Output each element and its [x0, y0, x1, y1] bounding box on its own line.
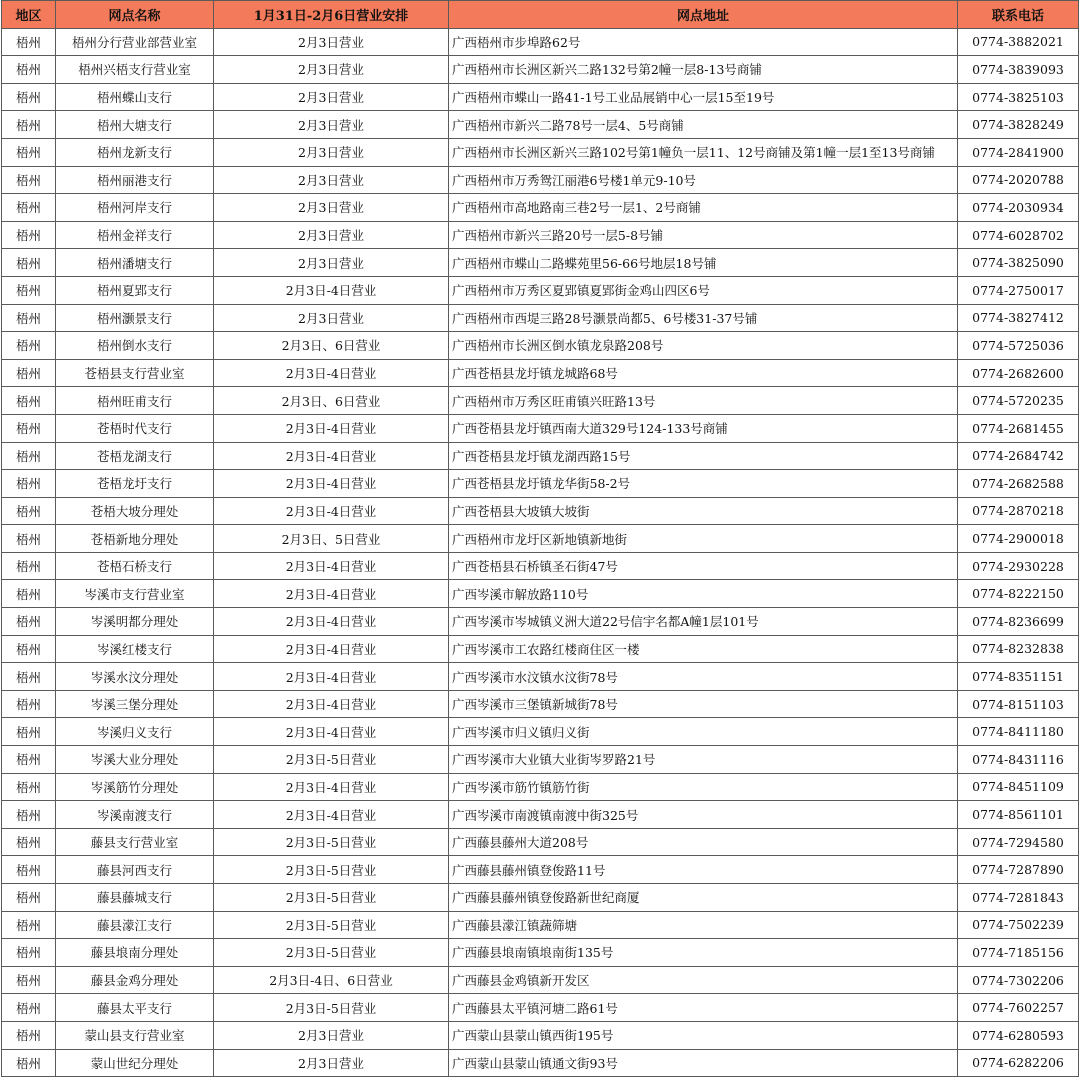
- region-cell: 梧州: [2, 83, 56, 111]
- schedule-cell: 2月3日-4日营业: [214, 801, 449, 829]
- region-cell: 梧州: [2, 690, 56, 718]
- region-cell: 梧州: [2, 332, 56, 360]
- branch-name-cell: 藤县金鸡分理处: [56, 966, 214, 994]
- table-row: [2, 746, 1079, 774]
- branch-name-cell: 梧州倒水支行: [56, 332, 214, 360]
- phone-cell: 0774-2684742: [958, 442, 1079, 470]
- region-cell: 梧州: [2, 663, 56, 691]
- region-cell: 梧州: [2, 414, 56, 442]
- table-row: [2, 111, 1079, 139]
- region-cell: 梧州: [2, 856, 56, 884]
- address-cell: 广西岑溪市归义镇归义街: [449, 718, 958, 746]
- schedule-cell: 2月3日-4日营业: [214, 552, 449, 580]
- phone-cell: 0774-2900018: [958, 525, 1079, 553]
- schedule-cell: 2月3日营业: [214, 1021, 449, 1049]
- phone-cell: 0774-5720235: [958, 387, 1079, 415]
- address-cell: 广西苍梧县龙圩镇龙华街58-2号: [449, 470, 958, 498]
- phone-cell: 0774-7502239: [958, 911, 1079, 939]
- phone-cell: 0774-8151103: [958, 690, 1079, 718]
- address-cell: 广西藤县藤州大道208号: [449, 828, 958, 856]
- phone-cell: 0774-7281843: [958, 884, 1079, 912]
- region-cell: 梧州: [2, 138, 56, 166]
- address-cell: 广西苍梧县龙圩镇西南大道329号124-133号商铺: [449, 414, 958, 442]
- table-row: [2, 470, 1079, 498]
- schedule-cell: 2月3日营业: [214, 56, 449, 84]
- phone-cell: 0774-2682588: [958, 470, 1079, 498]
- region-cell: 梧州: [2, 249, 56, 277]
- header-address: 网点地址: [449, 1, 958, 29]
- address-cell: 广西藤县太平镇河塘二路61号: [449, 994, 958, 1022]
- phone-cell: 0774-2870218: [958, 497, 1079, 525]
- phone-cell: 0774-2020788: [958, 166, 1079, 194]
- branch-name-cell: 藤县藤城支行: [56, 884, 214, 912]
- branch-name-cell: 苍梧龙圩支行: [56, 470, 214, 498]
- address-cell: 广西岑溪市三堡镇新城街78号: [449, 690, 958, 718]
- branch-schedule-table: [1, 0, 1079, 1077]
- table-row: [2, 690, 1079, 718]
- branch-name-cell: 藤县支行营业室: [56, 828, 214, 856]
- region-cell: 梧州: [2, 166, 56, 194]
- region-cell: 梧州: [2, 580, 56, 608]
- branch-name-cell: 梧州兴梧支行营业室: [56, 56, 214, 84]
- branch-name-cell: 苍梧龙湖支行: [56, 442, 214, 470]
- table-row: [2, 939, 1079, 967]
- region-cell: 梧州: [2, 276, 56, 304]
- address-cell: 广西藤县埌南镇埌南街135号: [449, 939, 958, 967]
- schedule-cell: 2月3日、6日营业: [214, 332, 449, 360]
- region-cell: 梧州: [2, 28, 56, 56]
- schedule-cell: 2月3日-4日营业: [214, 276, 449, 304]
- table-row: [2, 497, 1079, 525]
- phone-cell: 0774-3827412: [958, 304, 1079, 332]
- schedule-cell: 2月3日营业: [214, 83, 449, 111]
- schedule-cell: 2月3日-4日营业: [214, 442, 449, 470]
- phone-cell: 0774-7294580: [958, 828, 1079, 856]
- schedule-cell: 2月3日营业: [214, 194, 449, 222]
- region-cell: 梧州: [2, 718, 56, 746]
- phone-cell: 0774-2681455: [958, 414, 1079, 442]
- branch-name-cell: 苍梧石桥支行: [56, 552, 214, 580]
- address-cell: 广西梧州市西堤三路28号灏景尚都5、6号楼31-37号铺: [449, 304, 958, 332]
- branch-name-cell: 梧州夏郢支行: [56, 276, 214, 304]
- branch-name-cell: 藤县太平支行: [56, 994, 214, 1022]
- phone-cell: 0774-2750017: [958, 276, 1079, 304]
- address-cell: 广西梧州市步埠路62号: [449, 28, 958, 56]
- table-row: [2, 442, 1079, 470]
- address-cell: 广西岑溪市南渡镇南渡中街325号: [449, 801, 958, 829]
- region-cell: 梧州: [2, 442, 56, 470]
- branch-name-cell: 梧州河岸支行: [56, 194, 214, 222]
- schedule-cell: 2月3日-4日营业: [214, 773, 449, 801]
- branch-name-cell: 岑溪南渡支行: [56, 801, 214, 829]
- branch-name-cell: 苍梧新地分理处: [56, 525, 214, 553]
- branch-name-cell: 蒙山县支行营业室: [56, 1021, 214, 1049]
- phone-cell: 0774-6028702: [958, 221, 1079, 249]
- address-cell: 广西藤县金鸡镇新开发区: [449, 966, 958, 994]
- phone-cell: 0774-6280593: [958, 1021, 1079, 1049]
- branch-name-cell: 岑溪明都分理处: [56, 608, 214, 636]
- region-cell: 梧州: [2, 221, 56, 249]
- schedule-cell: 2月3日营业: [214, 1049, 449, 1077]
- table-row: [2, 138, 1079, 166]
- address-cell: 广西藤县藤州镇登俊路11号: [449, 856, 958, 884]
- phone-cell: 0774-7185156: [958, 939, 1079, 967]
- phone-cell: 0774-7287890: [958, 856, 1079, 884]
- region-cell: 梧州: [2, 994, 56, 1022]
- phone-cell: 0774-2682600: [958, 359, 1079, 387]
- region-cell: 梧州: [2, 966, 56, 994]
- branch-name-cell: 梧州大塘支行: [56, 111, 214, 139]
- address-cell: 广西梧州市长洲区倒水镇龙泉路208号: [449, 332, 958, 360]
- table-row: [2, 911, 1079, 939]
- table-row: [2, 635, 1079, 663]
- address-cell: 广西藤县濛江镇蔬筛塘: [449, 911, 958, 939]
- address-cell: 广西梧州市长洲区新兴三路102号第1幢负一层11、12号商铺及第1幢一层1至13号商铺: [449, 138, 958, 166]
- schedule-cell: 2月3日-5日营业: [214, 828, 449, 856]
- table-row: [2, 359, 1079, 387]
- branch-name-cell: 苍梧时代支行: [56, 414, 214, 442]
- schedule-cell: 2月3日-4日营业: [214, 718, 449, 746]
- phone-cell: 0774-8236699: [958, 608, 1079, 636]
- header-row: [2, 1, 1079, 29]
- schedule-cell: 2月3日-5日营业: [214, 856, 449, 884]
- table-row: [2, 663, 1079, 691]
- schedule-cell: 2月3日、5日营业: [214, 525, 449, 553]
- branch-name-cell: 岑溪市支行营业室: [56, 580, 214, 608]
- branch-name-cell: 苍梧县支行营业室: [56, 359, 214, 387]
- branch-name-cell: 岑溪水汶分理处: [56, 663, 214, 691]
- region-cell: 梧州: [2, 552, 56, 580]
- address-cell: 广西梧州市新兴二路78号一层4、5号商铺: [449, 111, 958, 139]
- region-cell: 梧州: [2, 911, 56, 939]
- region-cell: 梧州: [2, 194, 56, 222]
- branch-name-cell: 岑溪大业分理处: [56, 746, 214, 774]
- table-row: [2, 801, 1079, 829]
- branch-name-cell: 梧州龙新支行: [56, 138, 214, 166]
- region-cell: 梧州: [2, 56, 56, 84]
- branch-name-cell: 梧州分行营业部营业室: [56, 28, 214, 56]
- address-cell: 广西苍梧县石桥镇圣石街47号: [449, 552, 958, 580]
- region-cell: 梧州: [2, 939, 56, 967]
- region-cell: 梧州: [2, 1049, 56, 1077]
- region-cell: 梧州: [2, 773, 56, 801]
- branch-name-cell: 岑溪归义支行: [56, 718, 214, 746]
- schedule-cell: 2月3日营业: [214, 28, 449, 56]
- schedule-cell: 2月3日-5日营业: [214, 884, 449, 912]
- region-cell: 梧州: [2, 608, 56, 636]
- schedule-cell: 2月3日-5日营业: [214, 939, 449, 967]
- address-cell: 广西岑溪市解放路110号: [449, 580, 958, 608]
- schedule-cell: 2月3日-5日营业: [214, 911, 449, 939]
- schedule-cell: 2月3日营业: [214, 304, 449, 332]
- header-phone: 联系电话: [958, 1, 1079, 29]
- table-row: [2, 773, 1079, 801]
- schedule-cell: 2月3日-4日、6日营业: [214, 966, 449, 994]
- table-row: [2, 525, 1079, 553]
- table-row: [2, 414, 1079, 442]
- branch-name-cell: 蒙山世纪分理处: [56, 1049, 214, 1077]
- table-row: [2, 249, 1079, 277]
- region-cell: 梧州: [2, 359, 56, 387]
- address-cell: 广西岑溪市筋竹镇筋竹街: [449, 773, 958, 801]
- region-cell: 梧州: [2, 304, 56, 332]
- phone-cell: 0774-8222150: [958, 580, 1079, 608]
- table-body: [2, 28, 1079, 1077]
- header-schedule: 1月31日-2月6日营业安排: [214, 1, 449, 29]
- phone-cell: 0774-2841900: [958, 138, 1079, 166]
- schedule-cell: 2月3日-4日营业: [214, 635, 449, 663]
- schedule-cell: 2月3日-4日营业: [214, 470, 449, 498]
- region-cell: 梧州: [2, 470, 56, 498]
- address-cell: 广西梧州市新兴三路20号一层5-8号铺: [449, 221, 958, 249]
- phone-cell: 0774-8411180: [958, 718, 1079, 746]
- address-cell: 广西梧州市龙圩区新地镇新地街: [449, 525, 958, 553]
- region-cell: 梧州: [2, 525, 56, 553]
- region-cell: 梧州: [2, 635, 56, 663]
- table-row: [2, 966, 1079, 994]
- region-cell: 梧州: [2, 1021, 56, 1049]
- schedule-cell: 2月3日-5日营业: [214, 994, 449, 1022]
- address-cell: 广西蒙山县蒙山镇通文街93号: [449, 1049, 958, 1077]
- phone-cell: 0774-8561101: [958, 801, 1079, 829]
- schedule-cell: 2月3日-4日营业: [214, 497, 449, 525]
- branch-name-cell: 梧州丽港支行: [56, 166, 214, 194]
- phone-cell: 0774-3882021: [958, 28, 1079, 56]
- table-row: [2, 856, 1079, 884]
- table-row: [2, 194, 1079, 222]
- phone-cell: 0774-5725036: [958, 332, 1079, 360]
- schedule-cell: 2月3日-4日营业: [214, 580, 449, 608]
- table-row: [2, 387, 1079, 415]
- address-cell: 广西蒙山县蒙山镇西街195号: [449, 1021, 958, 1049]
- table-row: [2, 166, 1079, 194]
- address-cell: 广西梧州市万秀鸳江丽港6号楼1单元9-10号: [449, 166, 958, 194]
- phone-cell: 0774-8431116: [958, 746, 1079, 774]
- table-row: [2, 276, 1079, 304]
- branch-name-cell: 梧州蝶山支行: [56, 83, 214, 111]
- schedule-cell: 2月3日-4日营业: [214, 359, 449, 387]
- address-cell: 广西岑溪市工农路红楼商住区一楼: [449, 635, 958, 663]
- phone-cell: 0774-2930228: [958, 552, 1079, 580]
- phone-cell: 0774-8232838: [958, 635, 1079, 663]
- address-cell: 广西梧州市蝶山一路41-1号工业品展销中心一层15至19号: [449, 83, 958, 111]
- branch-name-cell: 藤县埌南分理处: [56, 939, 214, 967]
- branch-name-cell: 岑溪红楼支行: [56, 635, 214, 663]
- region-cell: 梧州: [2, 828, 56, 856]
- header-branch-name: 网点名称: [56, 1, 214, 29]
- branch-name-cell: 藤县濛江支行: [56, 911, 214, 939]
- table-row: [2, 56, 1079, 84]
- address-cell: 广西梧州市蝶山二路蝶苑里56-66号地层18号铺: [449, 249, 958, 277]
- table-row: [2, 608, 1079, 636]
- table-row: [2, 28, 1079, 56]
- table-row: [2, 332, 1079, 360]
- phone-cell: 0774-7302206: [958, 966, 1079, 994]
- table-row: [2, 580, 1079, 608]
- address-cell: 广西岑溪市大业镇大业街岑罗路21号: [449, 746, 958, 774]
- schedule-cell: 2月3日营业: [214, 111, 449, 139]
- table-row: [2, 828, 1079, 856]
- region-cell: 梧州: [2, 111, 56, 139]
- branch-name-cell: 梧州旺甫支行: [56, 387, 214, 415]
- address-cell: 广西梧州市高地路南三巷2号一层1、2号商铺: [449, 194, 958, 222]
- phone-cell: 0774-8351151: [958, 663, 1079, 691]
- region-cell: 梧州: [2, 497, 56, 525]
- region-cell: 梧州: [2, 884, 56, 912]
- schedule-cell: 2月3日营业: [214, 249, 449, 277]
- address-cell: 广西梧州市万秀区旺甫镇兴旺路13号: [449, 387, 958, 415]
- phone-cell: 0774-6282206: [958, 1049, 1079, 1077]
- address-cell: 广西苍梧县龙圩镇龙城路68号: [449, 359, 958, 387]
- phone-cell: 0774-3825090: [958, 249, 1079, 277]
- schedule-cell: 2月3日营业: [214, 221, 449, 249]
- address-cell: 广西岑溪市水汶镇水汶街78号: [449, 663, 958, 691]
- schedule-cell: 2月3日营业: [214, 138, 449, 166]
- schedule-cell: 2月3日-5日营业: [214, 746, 449, 774]
- table-row: [2, 884, 1079, 912]
- phone-cell: 0774-3839093: [958, 56, 1079, 84]
- phone-cell: 0774-7602257: [958, 994, 1079, 1022]
- address-cell: 广西藤县藤州镇登俊路新世纪商厦: [449, 884, 958, 912]
- phone-cell: 0774-8451109: [958, 773, 1079, 801]
- branch-name-cell: 藤县河西支行: [56, 856, 214, 884]
- table-row: [2, 994, 1079, 1022]
- branch-name-cell: 梧州潘塘支行: [56, 249, 214, 277]
- table-row: [2, 552, 1079, 580]
- address-cell: 广西梧州市长洲区新兴二路132号第2幢一层8-13号商铺: [449, 56, 958, 84]
- address-cell: 广西梧州市万秀区夏郢镇夏郢街金鸡山四区6号: [449, 276, 958, 304]
- branch-name-cell: 梧州灏景支行: [56, 304, 214, 332]
- table-row: [2, 304, 1079, 332]
- phone-cell: 0774-2030934: [958, 194, 1079, 222]
- table-row: [2, 718, 1079, 746]
- address-cell: 广西苍梧县龙圩镇龙湖西路15号: [449, 442, 958, 470]
- region-cell: 梧州: [2, 387, 56, 415]
- branch-name-cell: 梧州金祥支行: [56, 221, 214, 249]
- region-cell: 梧州: [2, 801, 56, 829]
- table-row: [2, 1021, 1079, 1049]
- schedule-cell: 2月3日-4日营业: [214, 608, 449, 636]
- schedule-cell: 2月3日营业: [214, 166, 449, 194]
- branch-name-cell: 岑溪筋竹分理处: [56, 773, 214, 801]
- schedule-cell: 2月3日-4日营业: [214, 414, 449, 442]
- phone-cell: 0774-3828249: [958, 111, 1079, 139]
- branch-name-cell: 苍梧大坡分理处: [56, 497, 214, 525]
- table-row: [2, 221, 1079, 249]
- header-region: 地区: [2, 1, 56, 29]
- schedule-cell: 2月3日-4日营业: [214, 690, 449, 718]
- phone-cell: 0774-3825103: [958, 83, 1079, 111]
- address-cell: 广西岑溪市岑城镇义洲大道22号信宇名都A幢1层101号: [449, 608, 958, 636]
- branch-name-cell: 岑溪三堡分理处: [56, 690, 214, 718]
- schedule-cell: 2月3日、6日营业: [214, 387, 449, 415]
- address-cell: 广西苍梧县大坡镇大坡街: [449, 497, 958, 525]
- table-row: [2, 1049, 1079, 1077]
- region-cell: 梧州: [2, 746, 56, 774]
- table-row: [2, 83, 1079, 111]
- schedule-cell: 2月3日-4日营业: [214, 663, 449, 691]
